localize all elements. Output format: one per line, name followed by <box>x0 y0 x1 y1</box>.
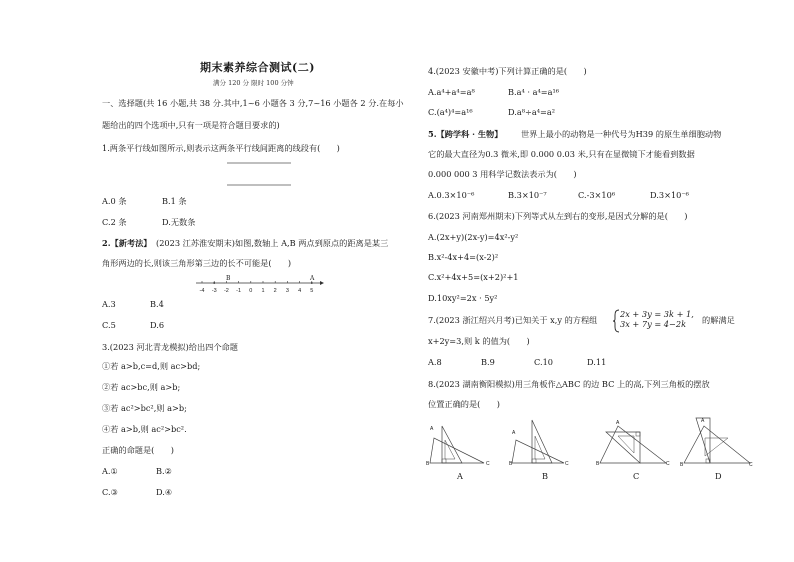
q4-option-d: D.a⁸÷a⁴=a² <box>508 107 556 117</box>
page-subtitle: 满分 120 分 限时 100 分钟 <box>213 79 294 87</box>
q1-option-a: A.0 条 <box>102 196 127 206</box>
q6-option-a: A.(2x+y)(2x-y)=4x²-y² <box>428 232 519 242</box>
number-line-arrow <box>320 281 324 285</box>
q1-parallel-lines-figure <box>225 160 295 190</box>
number-line-tick-label: 0 <box>249 288 253 294</box>
q8-figure-a <box>428 418 490 468</box>
fig-a-vertex-c: C <box>486 461 490 467</box>
section-heading-line2: 题给出的四个选项中,只有一项是符合题目要求的) <box>102 120 280 130</box>
section-heading-line1: 一、选择题(共 16 小题,共 38 分.其中,1~6 小题各 3 分,7~16 小题各 2 分.在每小 <box>102 98 404 108</box>
fig-d-vertex-c: C <box>749 462 753 468</box>
fig-c-vertex-b: B <box>596 461 600 467</box>
q2-stem-line2: 角形两边的长,则该三角形第三边的长不可能是( ) <box>102 258 292 268</box>
number-line-tick-label: 5 <box>310 288 314 294</box>
right-angle-mark <box>532 459 536 463</box>
q3-option-a: A.① <box>102 466 118 476</box>
q2-point-a-label: A <box>310 275 315 282</box>
number-line-tick-label: 2 <box>273 288 277 294</box>
q7-option-a: A.8 <box>428 357 442 367</box>
fig-b-vertex-a: A <box>512 430 516 436</box>
set-square-inner <box>705 438 728 456</box>
q8-stem-line2: 位置正确的是( ) <box>428 399 500 409</box>
fig-c-vertex-a: A <box>616 420 620 426</box>
q3-prop-1: ①若 a>b,c=d,则 ac>bd; <box>102 361 201 371</box>
triangle-abc <box>600 426 666 463</box>
q3-option-b: B.② <box>156 466 172 476</box>
q2-number-line <box>194 274 324 296</box>
set-square <box>606 432 640 463</box>
q2-option-a: A.3 <box>102 299 116 309</box>
q1-option-b: B.1 条 <box>162 196 187 206</box>
q5-line1: 世界上最小的动物是一种代号为H39 的原生单细胞动物 <box>521 129 722 139</box>
q2-option-d: D.6 <box>150 320 165 330</box>
q8-figure-label-b: B <box>542 471 549 481</box>
q7-line2: x+2y=3,则 k 的值为( ) <box>428 336 530 346</box>
fig-b-vertex-b: B <box>509 461 513 467</box>
q7-equation-2: 3x + 7y = 4−2k <box>620 319 687 329</box>
q7-equation-1: 2x + 3y = 3k + 1, <box>620 309 694 319</box>
q3-stem: 3.(2023 河北青龙模拟)给出四个命题 <box>102 342 238 352</box>
q5-option-d: D.3×10⁻⁶ <box>650 190 689 200</box>
number-line-tick-label: -2 <box>223 288 229 294</box>
q8-figure-label-a: A <box>457 471 463 481</box>
q6-option-c: C.x²+4x+5=(x+2)²+1 <box>428 272 519 282</box>
q3-question: 正确的命题是( ) <box>102 445 174 455</box>
q3-prop-3: ③若 ac²>bc²,则 a>b; <box>102 403 187 413</box>
q7-stem-post: 的解满足 <box>702 315 735 325</box>
q5-line3: 0.000 000 3 用科学记数法表示为( ) <box>428 169 577 179</box>
number-line-tick-label: -3 <box>211 288 217 294</box>
q3-option-c: C.③ <box>102 487 118 497</box>
q8-figure-c <box>598 418 670 468</box>
q3-option-d: D.④ <box>156 487 173 497</box>
q5-tag: 5.【跨学科 · 生物】 <box>428 129 503 139</box>
fig-a-vertex-a: A <box>430 426 434 432</box>
q4-option-a: A.a⁴+a⁴=a⁸ <box>428 87 475 97</box>
q7-option-b: B.9 <box>481 357 495 367</box>
q2-option-b: B.4 <box>150 299 164 309</box>
q7-option-c: C.10 <box>534 357 553 367</box>
set-square <box>696 418 710 463</box>
fig-c-vertex-c: C <box>666 461 670 467</box>
q6-option-d: D.10xy²=2x · 5y² <box>428 293 498 303</box>
brace-shape <box>613 310 619 332</box>
q1-option-c: C.2 条 <box>102 217 127 227</box>
q8-figure-label-c: C <box>633 471 640 481</box>
page-title: 期末素养综合测试(二) <box>200 61 315 74</box>
q1-option-d: D.无数条 <box>162 217 196 227</box>
q8-figure-d <box>682 416 754 468</box>
number-line-tick-label: 4 <box>298 288 302 294</box>
q3-prop-2: ②若 ac>bc,则 a>b; <box>102 382 181 392</box>
q4-option-c: C.(a⁴)⁴=a¹⁶ <box>428 107 473 117</box>
number-line-tick-label: -4 <box>199 288 205 294</box>
q2-point-b-label: B <box>226 275 231 282</box>
q2-option-c: C.5 <box>102 320 116 330</box>
set-square-inner <box>445 440 455 459</box>
q7-system-brace <box>612 309 620 333</box>
q4-option-b: B.a⁴ · a⁴=a¹⁶ <box>508 87 560 97</box>
q6-stem: 6.(2023 河南郑州期末)下列等式从左到右的变形,是因式分解的是( ) <box>428 211 688 221</box>
fig-d-vertex-b: B <box>680 462 684 468</box>
q5-option-b: B.3×10⁻⁷ <box>508 190 547 200</box>
q3-prop-4: ④若 a>b,则 ac²>bc². <box>102 424 187 434</box>
fig-b-vertex-c: C <box>565 461 569 467</box>
q6-option-b: B.x²-4x+4=(x-2)² <box>428 252 499 262</box>
q4-stem: 4.(2023 安徽中考)下列计算正确的是( ) <box>428 66 587 76</box>
number-line-tick-label: 1 <box>261 288 265 294</box>
fig-a-vertex-b: B <box>426 461 430 467</box>
q7-option-d: D.11 <box>587 357 607 367</box>
fig-d-vertex-a: A <box>701 418 705 424</box>
q5-option-a: A.0.3×10⁻⁶ <box>428 190 475 200</box>
triangle-abc <box>430 438 484 463</box>
triangle-abc <box>684 426 750 463</box>
number-line-tick-label: -1 <box>236 288 242 294</box>
set-square-inner <box>535 436 545 459</box>
q8-figure-label-d: D <box>715 471 722 481</box>
right-angle-mark <box>636 432 640 436</box>
q1-stem: 1.两条平行线如图所示,则表示这两条平行线间距离的线段有( ) <box>102 143 340 153</box>
right-angle-mark <box>442 459 446 463</box>
number-line-point-b <box>213 282 215 284</box>
number-line-tick-label: 3 <box>285 288 289 294</box>
q7-stem-pre: 7.(2023 浙江绍兴月考)已知关于 x,y 的方程组 <box>428 315 598 325</box>
q8-figure-b <box>510 418 572 468</box>
q8-stem-line1: 8.(2023 湖南衡阳模拟)用三角板作△ABC 的边 BC 上的高,下列三角板的摆放 <box>428 379 710 389</box>
q2-tag: 2.【新考法】 <box>102 238 152 248</box>
q2-stem-line1: (2023 江苏淮安期末)如图,数轴上 A,B 两点到原点的距离是某三 <box>156 238 389 248</box>
q5-option-c: C.-3×10⁶ <box>578 190 616 200</box>
q5-line2: 它的最大直径为0.3 微米,即 0.000 0.03 米,只有在显微镜下才能看到数据 <box>428 149 695 159</box>
